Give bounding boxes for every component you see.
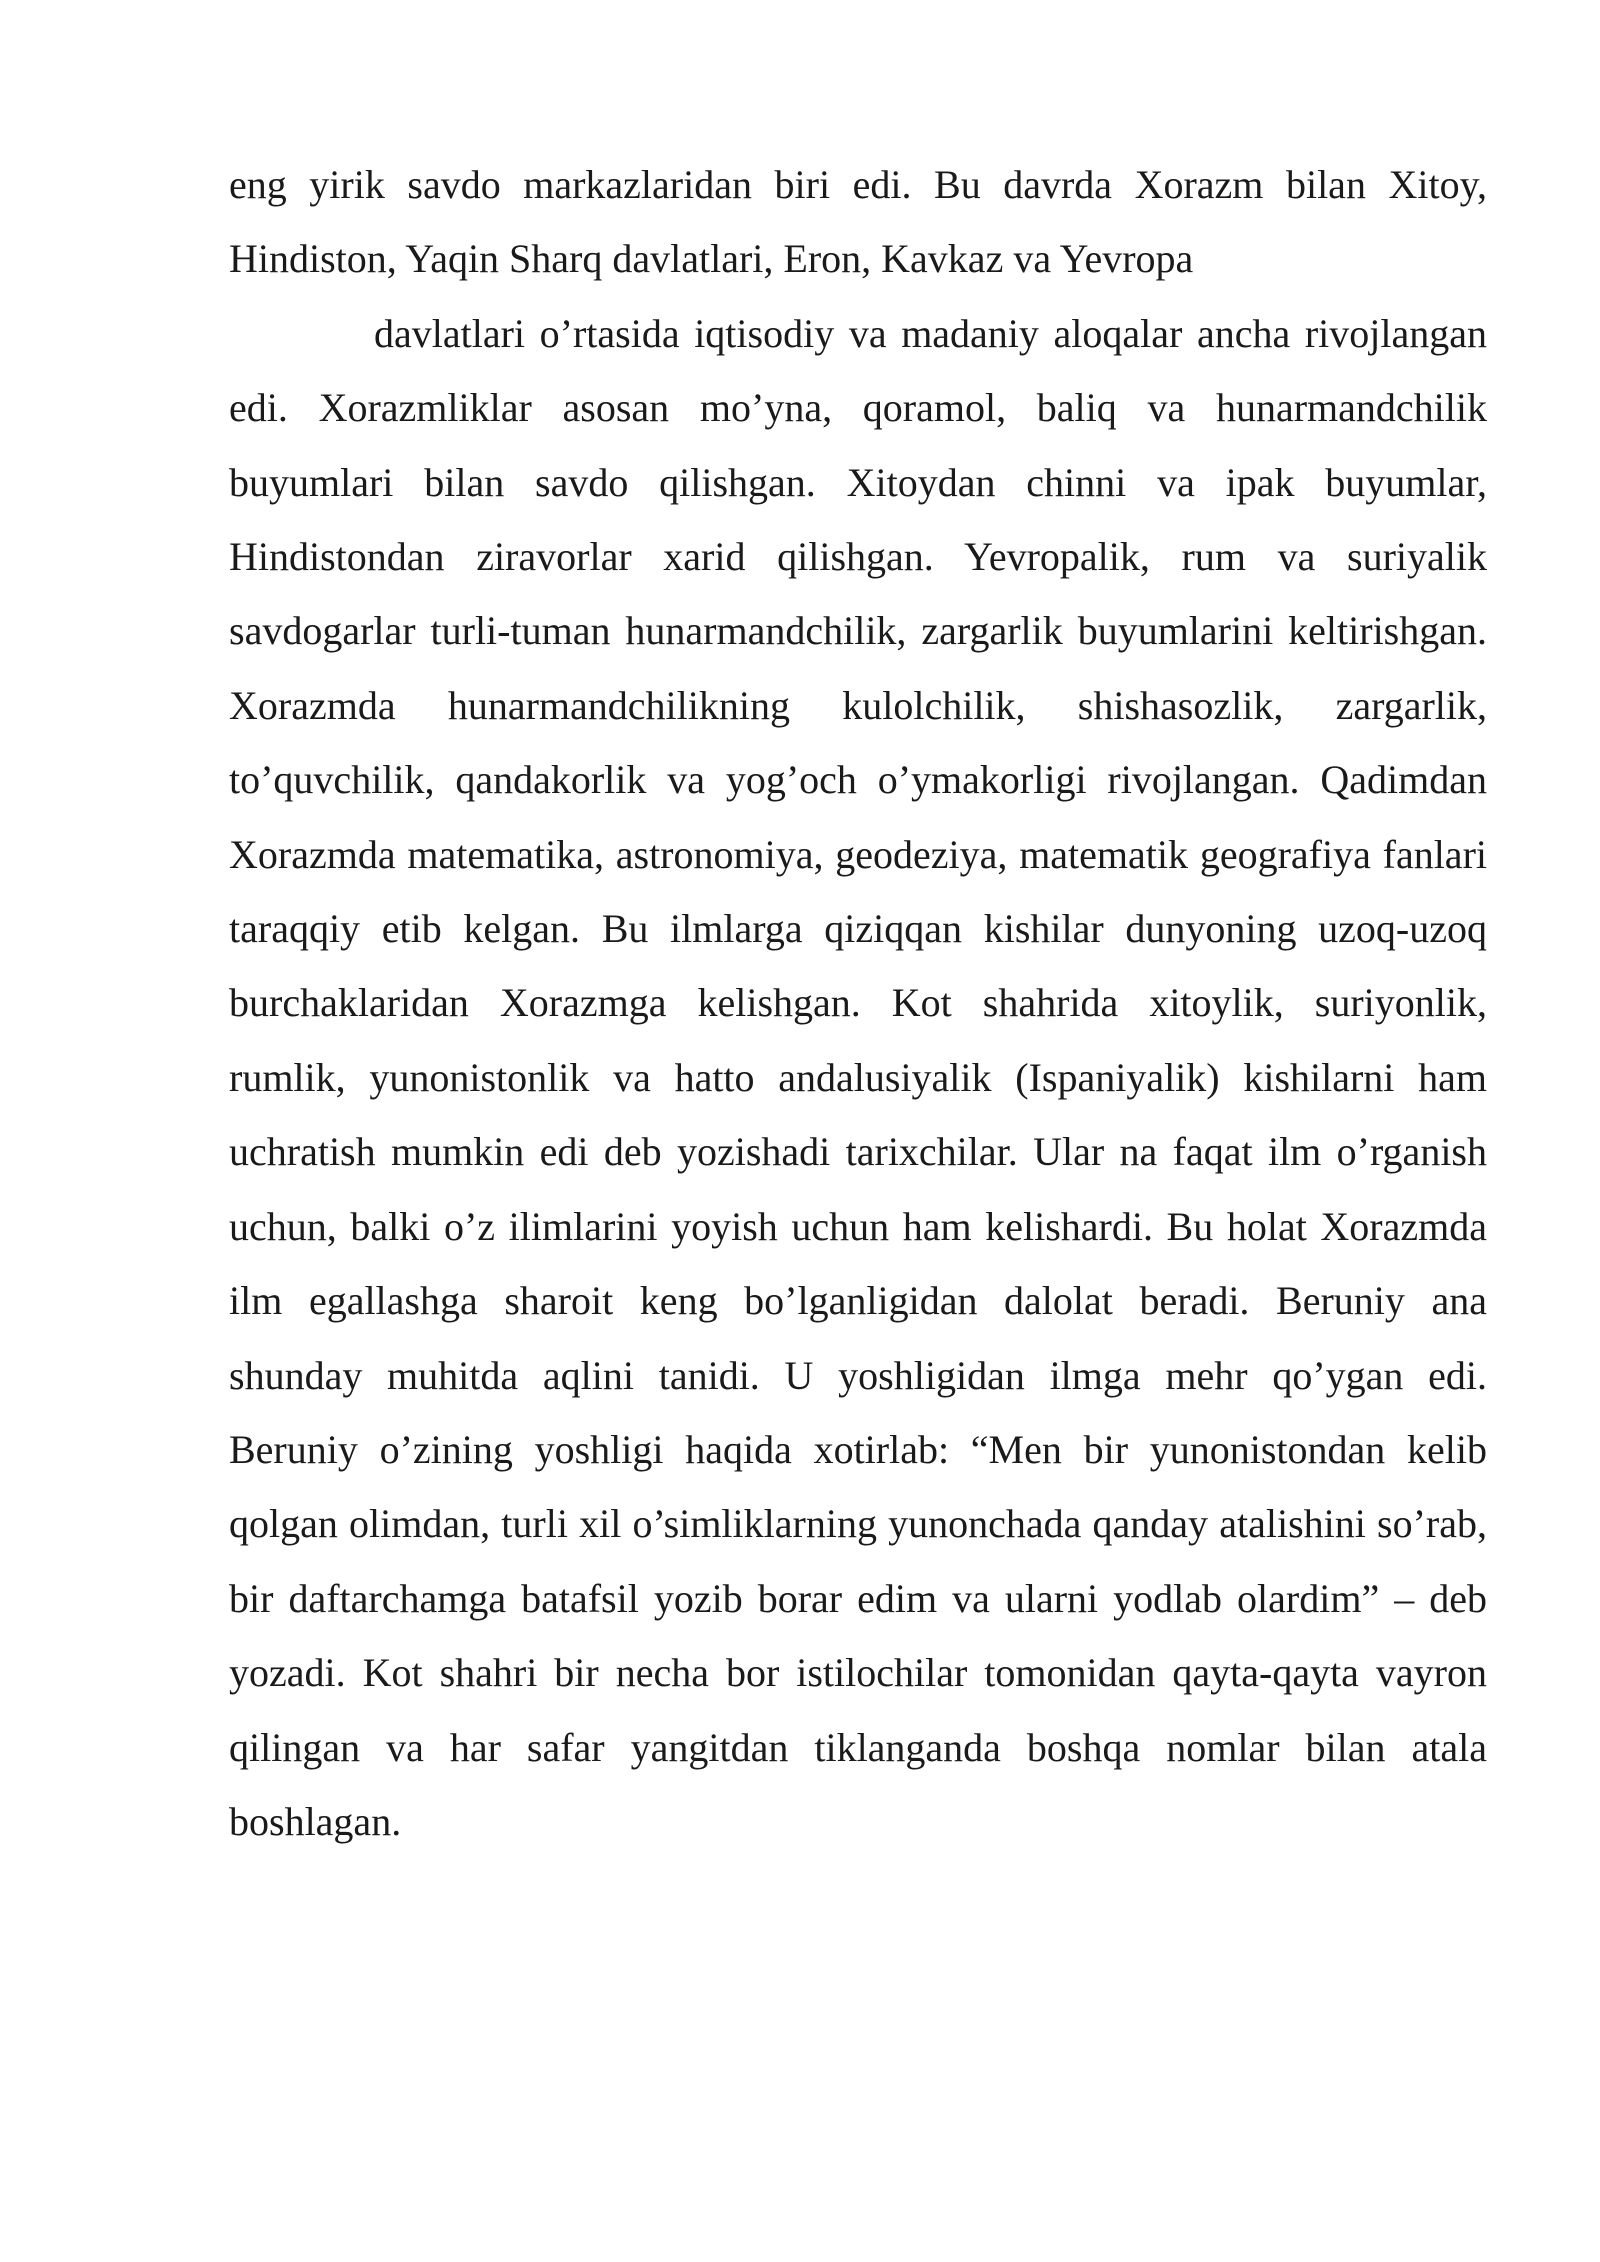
paragraph-1: eng yirik savdo markazlaridan biri edi. Bu davrda Xorazm bilan Xitoy, Hindiston, Yaqin Sharq davlatlari, Eron, Kavkaz va Yevropa bbox=[229, 162, 1487, 282]
body-text bbox=[229, 148, 1487, 1859]
paragraph-2: davlatlari o’rtasida iqtisodiy va madaniy aloqalar ancha rivojlangan edi. Xorazmliklar asosan mo’yna, qoramol, baliq va hunarmandchilik buyumlari bilan savdo qilishgan. Xitoydan chinni va ipak buyumlar, Hindistondan ziravorlar xarid qilishgan. Yevropalik, rum va suriyalik savdogarlar turli-tuman hunarmandchilik, zargarlik buyumlarini keltirishgan. Xorazmda hunarmandchilikning kulolchilik, shishasozlik, zargarlik, to’quvchilik, qandakorlik va yog’och o’ymakorligi rivojlangan. Qadimdan Xorazmda matematika, astronomiya, geodeziya, matematik geografiya fanlari taraqqiy etib kelgan. Bu ilmlarga qiziqqan kishilar dunyoning uzoq-uzoq burchaklaridan Xorazmga kelishgan. Kot shahrida xitoylik, suriyonlik, rumlik, yunonistonlik va hatto andalusiyalik (Ispaniyalik) kishilarni ham uchratish mumkin edi deb yozishadi tarixchilar. Ular na faqat ilm o’rganish uchun, balki o’z ilimlarini yoyish uchun ham kelishardi. Bu holat Xorazmda ilm egallashga sharoit keng bo’lganligidan dalolat beradi. Beruniy ana shunday muhitda aqlini tanidi. U yoshligidan ilmga mehr qo’ygan edi. Beruniy o’zining yoshligi haqida xotirlab: “Men bir yunonistondan kelib qolgan olimdan, turli xil o’simliklarning yunonchada qanday atalishini so’rab, bir daftarchamga batafsil yozib borar edim va ularni yodlab olardim” – deb yozadi. Kot shahri bir necha bor istilochilar tomonidan qayta-qayta vayron qilingan va har safar yangitdan tiklanganda boshqa nomlar bilan atala boshlagan. bbox=[229, 310, 1487, 1844]
